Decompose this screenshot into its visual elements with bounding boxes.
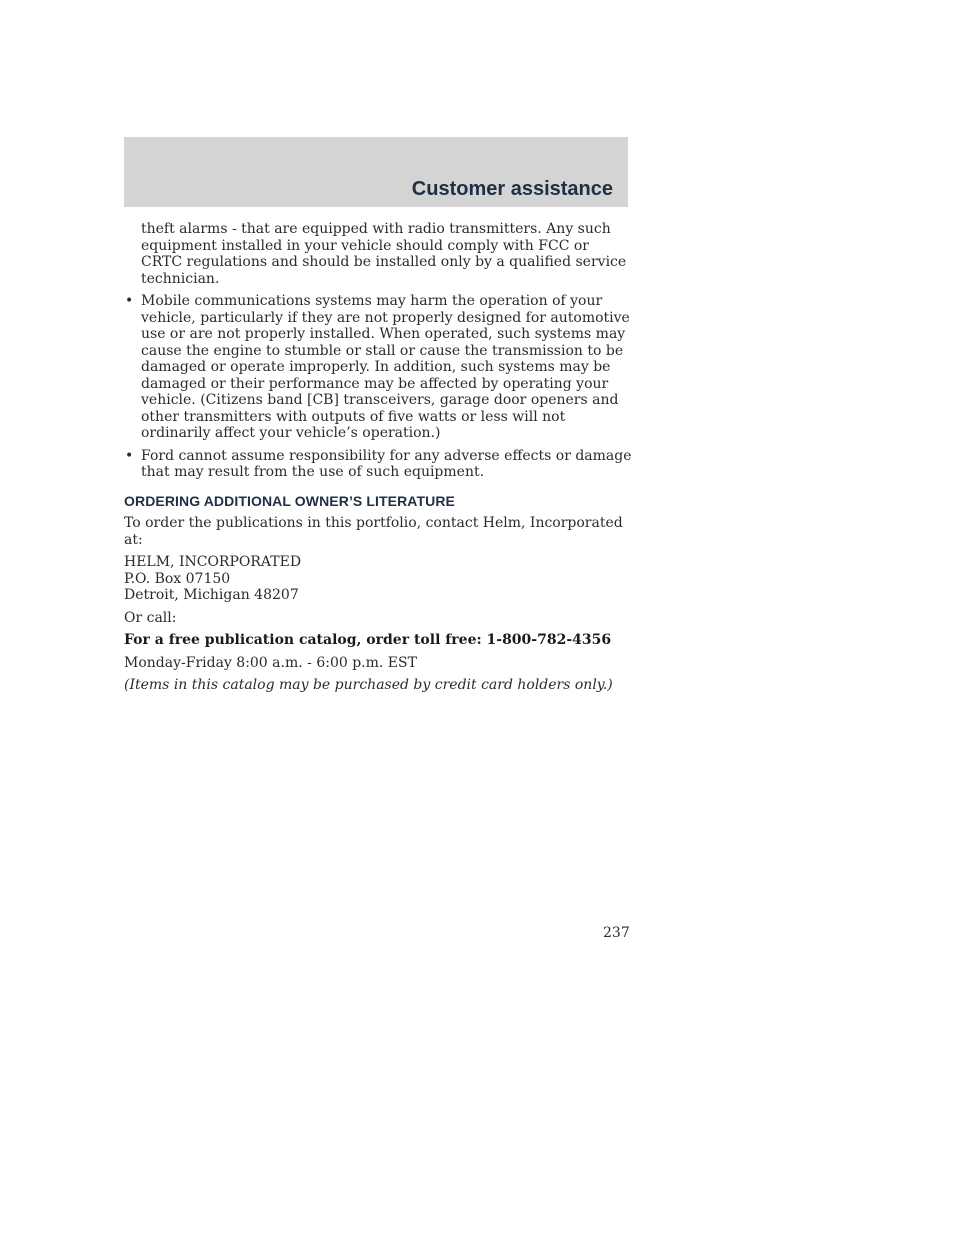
address-line: Detroit, Michigan 48207 <box>124 587 299 603</box>
content-body <box>124 221 634 700</box>
header-band <box>124 137 628 207</box>
section-title: Customer assistance <box>411 178 613 200</box>
section-heading: ORDERING ADDITIONAL OWNER’S LITERATURE <box>124 492 455 509</box>
list-item-text: Ford cannot assume responsibility for any adverse effects or damage that may result from the use of such equipment. <box>141 447 632 480</box>
business-hours: Monday-Friday 8:00 a.m. - 6:00 p.m. EST <box>124 654 417 671</box>
list-item <box>124 293 634 442</box>
mailing-address <box>124 554 634 604</box>
bullet-icon: • <box>125 447 134 464</box>
or-call-label: Or call: <box>124 609 177 626</box>
intro-paragraph: theft alarms - that are equipped with radio transmitters. Any such equipment installed in your vehicle should comply with FCC or CRTC regulations and should be installed only by a qualified service technician. <box>141 221 627 287</box>
address-line: P.O. Box 07150 <box>124 570 231 587</box>
credit-card-note: (Items in this catalog may be purchased by credit card holders only.) <box>124 677 613 693</box>
address-line: HELM, INCORPORATED <box>124 554 302 570</box>
list-item-text: Mobile communications systems may harm the operation of your vehicle, particularly if they are not properly designed for automotive use or are not properly installed. When operated, such systems may cause the engine to stumble or stall or cause the transmission to be damaged or operate improperly. In addition, such systems may be damaged or their performance may be affected by operating your vehicle. (Citizens band [CB] transceivers, garage door openers and other transmitters with outputs of five watts or less will not ordinarily affect your vehicle’s operation.) <box>141 293 630 441</box>
toll-free-line: For a free publication catalog, order toll free: 1-800-782-4356 <box>124 632 612 648</box>
list-item <box>124 448 634 481</box>
page-number: 237 <box>603 925 630 941</box>
bullet-icon: • <box>125 293 134 309</box>
order-instructions: To order the publications in this portfolio, contact Helm, Incorporated at: <box>124 515 623 548</box>
